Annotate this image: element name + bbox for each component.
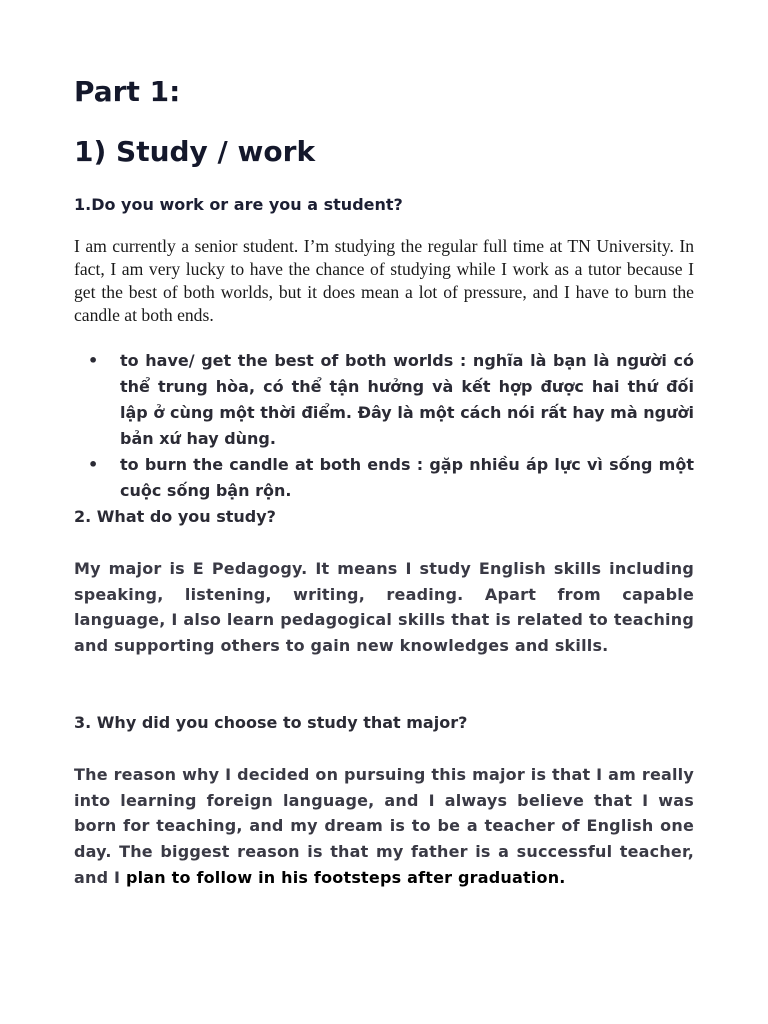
part-title: Part 1: [74,75,181,108]
answer-3-text: The reason why I decided on pursuing this major is that I am really into learning foreign language, and I always believe that I was born for teaching, and my dream is to be a teacher of English one day. The biggest reason is that my father is a successful teacher, and I [74,765,694,887]
question-2: 2. What do you study? [74,507,276,526]
section-title: 1) Study / work [74,135,316,168]
vocab-notes-list [74,348,694,504]
bullet-icon: • [88,351,99,370]
vocab-note-item [74,348,694,452]
vocab-note-text: to burn the candle at both ends : gặp nhiều áp lực vì sống một cuộc sống bận rộn. [120,455,694,500]
question-1: 1.Do you work or are you a student? [74,195,403,214]
vocab-note-text: to have/ get the best of both worlds : nghĩa là bạn là người có thể trung hòa, có thể tận hưởng và kết hợp được hai thứ đối lập ở cùng một thời điểm. Đây là một cách nói rất hay mà người bản xứ hay dùng. [120,351,694,448]
answer-3 [74,762,694,891]
answer-3-text-emphasis: plan to follow in his footsteps after graduation. [125,867,566,887]
answer-2: My major is E Pedagogy. It means I study English skills including speaking, listening, writing, reading. Apart from capable language, I also learn pedagogical skills that is related to teaching and supporting others to gain new knowledges and skills. [74,559,694,656]
bullet-icon: • [88,455,99,474]
vocab-note-item [74,452,694,504]
question-3: 3. Why did you choose to study that major? [74,713,468,732]
answer-1: I am currently a senior student. I’m studying the regular full time at TN University. In fact, I am very lucky to have the chance of studying while I work as a tutor because I get the best of both worlds, but it does mean a lot of pressure, and I have to burn the candle at both ends. [74,236,694,325]
